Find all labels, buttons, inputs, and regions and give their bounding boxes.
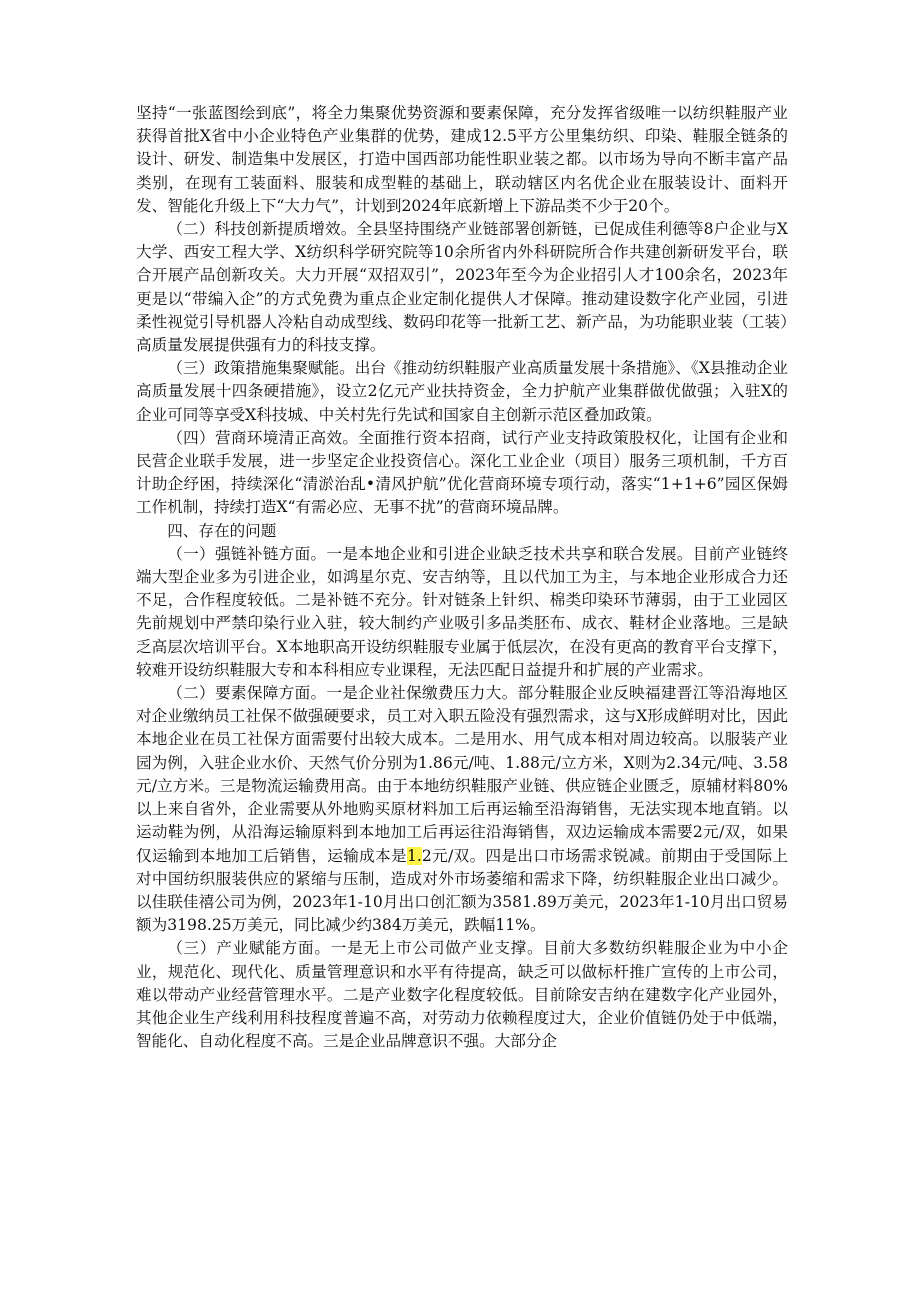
text-segment: 2元/双。四是出口市场需求锐减。前期由于受国际上对中国纺织服装供应的紧缩与压制，造成对外市场萎缩和需求下降，纺织鞋服企业出口减少。以佳联佳禧公司为例，2023年1-10月出口创汇额为3581.89万美元，2023年1-10月出口贸易额为3198.25万美元，同比减少约384万美元，跌幅11%。 xyxy=(136,846,788,935)
paragraph-policy-measures: （三）政策措施集聚赋能。出台《推动纺织鞋服产业高质量发展十条措施》、《X县推动企业高质量发展十四条硬措施》，设立2亿元产业扶持资金，全力护航产业集群做优做强；入驻X的企业可同等享受X科技城、中关村先行先试和国家自主创新示范区叠加政策。 xyxy=(136,359,788,424)
paragraph-tech-innovation: （二）科技创新提质增效。全县坚持围绕产业链部署创新链，已促成佳利德等8户企业与X大学、西安工程大学、X纺织科学研究院等10余所省内外科研院所合作共建创新研发平台，联合开展产品创新攻关。大力开展“双招双引”，2023年至今为企业招引人才100余名，2023年更是以“带编入企”的方式免费为重点企业定制化提供人才保障。推动建设数字化产业园，引进柔性视觉引导机器人冷粘自动成型线、数码印花等一批新工艺、新产品，为功能职业装（工装）高质量发展提供强有力的科技支撑。 xyxy=(136,220,788,355)
section-heading-problems: 四、存在的问题 xyxy=(167,521,277,540)
paragraph-factor-guarantee xyxy=(136,682,788,937)
text-segment: （二）要素保障方面。一是企业社保缴费压力大。部分鞋服企业反映福建晋江等沿海地区对企业缴纳员工社保不做强硬要求，员工对入职五险没有强烈需求，这与X形成鲜明对比，因此本地企业在员工社保方面需要付出较大成本。二是用水、用气成本相对周边较高。以服装产业园为例，入驻企业水价、天然气价分别为1.86元/吨、1.88元/立方米，X则为2.34元/吨、3.58元/立方米。三是物流运输费用高。由于本地纺织鞋服产业链、供应链企业匮乏，原辅材料80%以上来自省外，企业需要从外地购买原材料加工后再运输至沿海销售，无法实现本地直销。以运动鞋为例，从沿海运输原料到本地加工后再运往沿海销售，双边运输成本需要2元/双，如果仅运输到本地加工后销售，运输成本是 xyxy=(136,684,788,865)
paragraph-chain-strengthening: （一）强链补链方面。一是本地企业和引进企业缺乏技术共享和联合发展。目前产业链终端大型企业多为引进企业，如鸿星尔克、安吉纳等，且以代加工为主，与本地企业形成合力还不足，合作程度较低。二是补链不充分。针对链条上针织、棉类印染环节薄弱，由于工业园区先前规划中严禁印染行业入驻，较大制约产业吸引多品类胚布、成衣、鞋材企业落地。三是缺乏高层次培训平台。X本地职高开设纺织鞋服专业属于低层次，在没有更高的教育平台支撑下，较难开设纺织鞋服大专和本科相应专业课程，无法匹配日益提升和扩展的产业需求。 xyxy=(136,544,788,679)
document-body xyxy=(136,102,788,1053)
paragraph-industry-empowerment: （三）产业赋能方面。一是无上市公司做产业支撑。目前大多数纺织鞋服企业为中小企业，规范化、现代化、质量管理意识和水平有待提高，缺乏可以做标杆推广宣传的上市公司，难以带动产业经营管理水平。二是产业数字化程度较低。目前除安吉纳在建数字化产业园外，其他企业生产线利用科技程度普遍不高，对劳动力依赖程度过大，企业价值链仍处于中低端，智能化、自动化程度不高。三是企业品牌意识不强。大部分企 xyxy=(136,939,788,1051)
paragraph-1: 坚持“一张蓝图绘到底”，将全力集聚优势资源和要素保障，充分发挥省级唯一以纺织鞋服产业获得首批X省中小企业特色产业集群的优势，建成12.5平方公里集纺织、印染、鞋服全链条的设计、研发、制造集中发展区，打造中国西部功能性职业装之都。以市场为导向不断丰富产品类别，在现有工装面料、服装和成型鞋的基础上，联动辖区内名优企业在服装设计、面料开发、智能化升级上下“大力气”，计划到2024年底新增上下游品类不少于20个。 xyxy=(136,104,788,215)
highlighted-text: 1. xyxy=(406,846,422,865)
paragraph-business-environment: （四）营商环境清正高效。全面推行资本招商，试行产业支持政策股权化，让国有企业和民营企业联手发展，进一步坚定企业投资信心。深化工业企业（项目）服务三项机制，千方百计助企纾困，持续深化“清淤治乱•清风护航”优化营商环境专项行动，落实“1+1+6”园区保姆工作机制，持续打造X“有需必应、无事不扰”的营商环境品牌。 xyxy=(136,428,788,517)
